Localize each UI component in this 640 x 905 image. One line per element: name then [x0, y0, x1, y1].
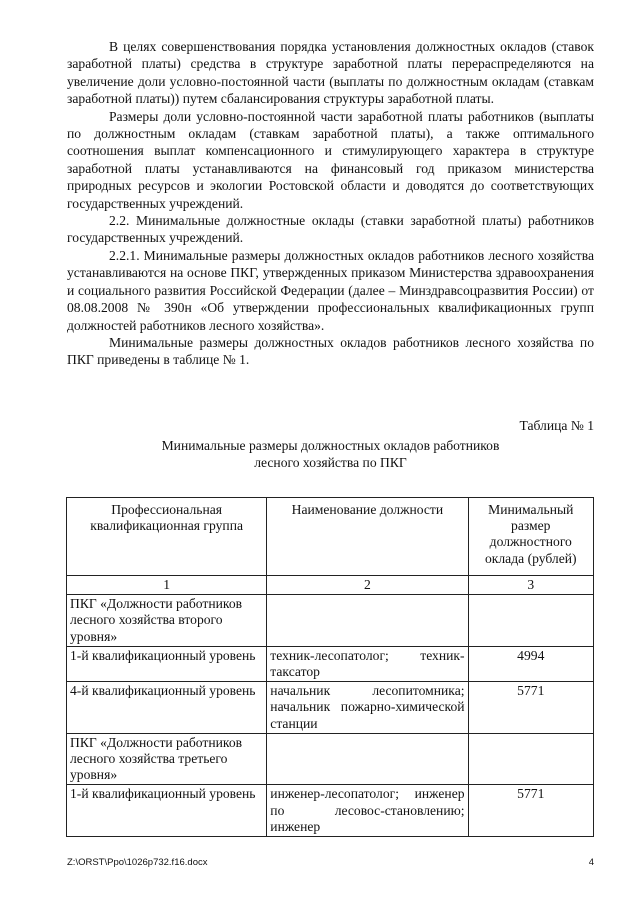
salary-table: [66, 497, 594, 837]
table-caption: [67, 437, 594, 471]
salary-cell: 4994: [468, 646, 593, 681]
salary-cell: 5771: [468, 682, 593, 734]
column-number: 3: [468, 576, 593, 595]
table-number: Таблица № 1: [519, 418, 594, 433]
salary-cell: 5771: [468, 785, 593, 837]
position-cell: [267, 733, 468, 785]
column-number-row: [67, 576, 594, 595]
table-row: [67, 595, 594, 647]
position-cell: инженер-лесопатолог; инженер по лесовос-становлению; инженер: [267, 785, 468, 837]
group-cell: 4-й квалификационный уровень: [67, 682, 267, 734]
table-row: [67, 733, 594, 785]
table-caption-line: Минимальные размеры должностных окладов работников: [161, 438, 500, 453]
table-row: [67, 646, 594, 681]
salary-cell: [468, 733, 593, 785]
group-cell: 1-й квалификационный уровень: [67, 785, 267, 837]
table-caption-line: лесного хозяйства по ПКГ: [254, 455, 407, 470]
paragraph: 2.2.1. Минимальные размеры должностных окладов работников лесного хозяйства устанавливаются на основе ПКГ, утвержденных приказом Министерства здравоохранения и социального развития Российской Федерации (далее – Минздравсоцразвития России) от 08.08.2008 № 390н «Об утверждении профессиональных квалификационных групп должностей работников лесного хозяйства».: [67, 247, 594, 333]
salary-cell: [468, 595, 593, 647]
footer-file-path: Z:\ORST\Ppo\1026p732.f16.docx: [67, 857, 208, 868]
body-text: [67, 38, 594, 369]
group-cell: ПКГ «Должности работников лесного хозяйства третьего уровня»: [67, 733, 267, 785]
paragraph: 2.2. Минимальные должностные оклады (ставки заработной платы) работников государственных учреждений.: [67, 213, 594, 246]
paragraph: Размеры доли условно-постоянной части заработной платы работников (выплаты по должностным окладам (ставкам заработной платы), а также оптимального соотношения выплат компенсационного и стимулирующего характера в структуре заработной платы устанавливаются на финансовый год приказом министерства природных ресурсов и экологии Ростовской области и доводятся до соответствующих государственных учреждений.: [67, 108, 594, 211]
table-row: [67, 682, 594, 734]
header-position: Наименование должности: [267, 498, 468, 576]
position-cell: начальник лесопитомника; начальник пожарно-химической станции: [267, 682, 468, 734]
page-number: 4: [588, 857, 594, 868]
group-cell: 1-й квалификационный уровень: [67, 646, 267, 681]
paragraph: В целях совершенствования порядка установления должностных окладов (ставок заработной платы) средства в структуре заработной платы перераспределяются на увеличение доли условно-постоянной части (выплаты по должностным окладам (ставкам заработной платы)) путем сбалансирования структуры заработной платы.: [67, 39, 594, 107]
position-cell: [267, 595, 468, 647]
group-cell: ПКГ «Должности работников лесного хозяйства второго уровня»: [67, 595, 267, 647]
header-group: Профессиональная квалификационная группа: [67, 498, 267, 576]
table-row: [67, 785, 594, 837]
paragraph: Минимальные размеры должностных окладов работников лесного хозяйства по ПКГ приведены в таблице № 1.: [67, 334, 594, 368]
column-number: 1: [67, 576, 267, 595]
position-cell: техник-лесопатолог; техник-таксатор: [267, 646, 468, 681]
column-number: 2: [267, 576, 468, 595]
header-salary: Минимальный размер должностного оклада (рублей): [468, 498, 593, 576]
table-header-row: [67, 498, 594, 576]
